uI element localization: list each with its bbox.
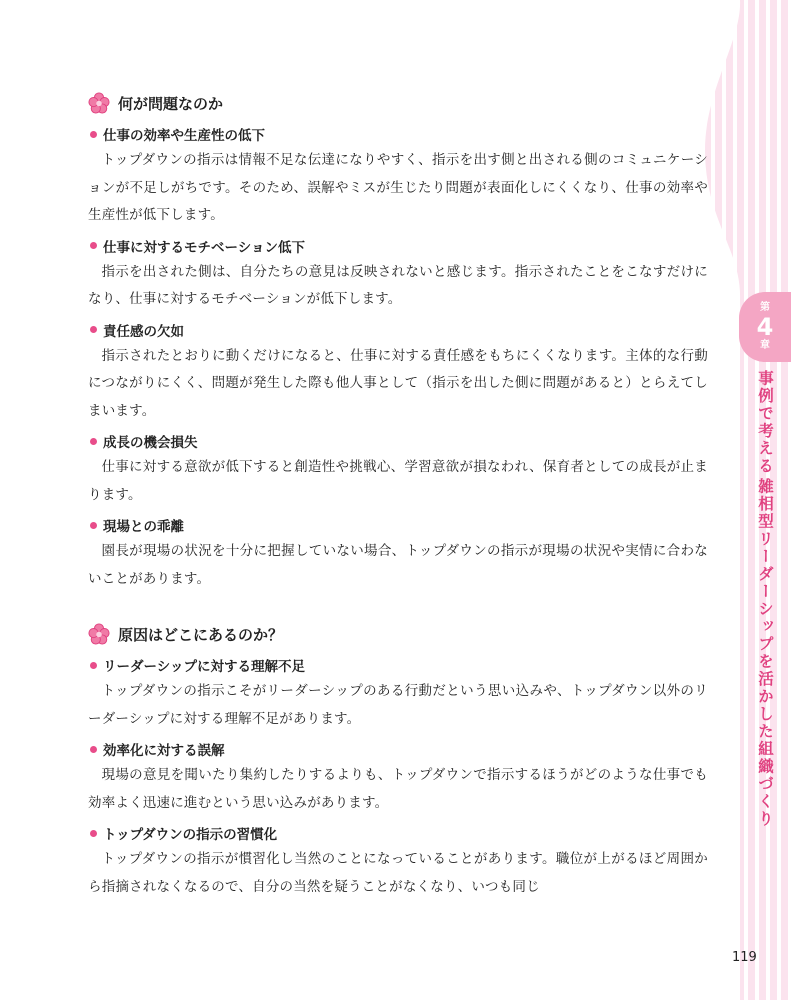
- item-text: 現場の意見を聞いたり集約したりするよりも、トップダウンで指示するほうがどのような仕事でも効率よく迅速に進むという思い込みがあります。: [88, 767, 708, 811]
- flower-icon: [88, 623, 110, 645]
- item-title-text: リーダーシップに対する理解不足: [103, 659, 305, 675]
- item-text: 仕事に対する意欲が低下すると創造性や挑戦心、学習意欲が損なわれ、保育者としての成長が止まります。: [88, 459, 708, 503]
- bullet-icon: [90, 662, 97, 669]
- flower-icon: [88, 92, 110, 114]
- item-title-text: 責任感の欠如: [103, 323, 184, 340]
- item-title: [90, 823, 708, 843]
- item-title: [90, 655, 708, 675]
- side-title-line1: 事例で考える: [756, 370, 774, 475]
- side-chapter-title: [752, 370, 778, 475]
- item-text: 指示を出された側は、自分たちの意見は反映されないと感じます。指示されたことをこなすだけになり、仕事に対するモチベーションが低下します。: [88, 263, 708, 307]
- chapter-tab: [739, 292, 791, 362]
- item-text: トップダウンの指示は情報不足な伝達になりやすく、指示を出す側と出される側のコミュニケーションが不足しがちです。そのため、誤解やミスが生じたり問題が表面化しにくくなり、仕事の効率や生産性が低下します。: [88, 152, 708, 223]
- main-content: [88, 88, 708, 901]
- item-title-text: 成長の機会損失: [103, 435, 198, 451]
- section-heading: [88, 619, 708, 649]
- item-title-text: トップダウンの指示の習慣化: [103, 827, 278, 843]
- item-title-text: 効率化に対する誤解: [103, 743, 225, 759]
- bullet-icon: [90, 522, 97, 529]
- chapter-prefix: 第: [760, 302, 770, 313]
- section-heading: [88, 88, 708, 118]
- bullet-icon: [90, 438, 97, 445]
- section-heading-text: 原因はどこにあるのか？: [118, 625, 284, 644]
- bullet-icon: [90, 830, 97, 837]
- chapter-number: 4: [756, 313, 774, 341]
- side-title-line2: 雑相型リーダーシップを活かした組織づくり: [756, 478, 774, 828]
- item-title: [90, 320, 708, 340]
- item-title: [90, 739, 708, 759]
- page-number: 119: [732, 950, 757, 965]
- item-title: [90, 515, 708, 535]
- item-text: トップダウンの指示が慣習化し当然のことになっていることがあります。職位が上がるほど周囲から指摘されなくなるので、自分の当然を疑うことがなくなり、いつも同じ: [88, 851, 708, 895]
- item-title-text: 仕事に対するモチベーション低下: [103, 239, 305, 256]
- chapter-suffix: 章: [760, 340, 770, 351]
- item-title: [90, 236, 708, 256]
- section-heading-text: 何が問題なのか: [118, 94, 224, 113]
- bullet-icon: [90, 131, 97, 138]
- bullet-icon: [90, 242, 97, 249]
- side-chapter-title-2: [752, 478, 778, 828]
- item-text: トップダウンの指示こそがリーダーシップのある行動だという思い込みや、トップダウン以外のリーダーシップに対する理解不足があります。: [88, 683, 708, 727]
- bullet-icon: [90, 746, 97, 753]
- item-title: [90, 431, 708, 451]
- item-text: 園長が現場の状況を十分に把握していない場合、トップダウンの指示が現場の状況や実情に合わないことがあります。: [88, 543, 708, 587]
- item-title: [90, 124, 708, 144]
- bullet-icon: [90, 326, 97, 333]
- item-text: 指示されたとおりに動くだけになると、仕事に対する責任感をもちにくくなります。主体的な行動につながりにくく、問題が発生した際も他人事として（指示を出した側に問題があると）とらえてしまいます。: [88, 347, 708, 419]
- item-title-text: 仕事の効率や生産性の低下: [103, 128, 265, 144]
- item-title-text: 現場との乖離: [103, 519, 184, 535]
